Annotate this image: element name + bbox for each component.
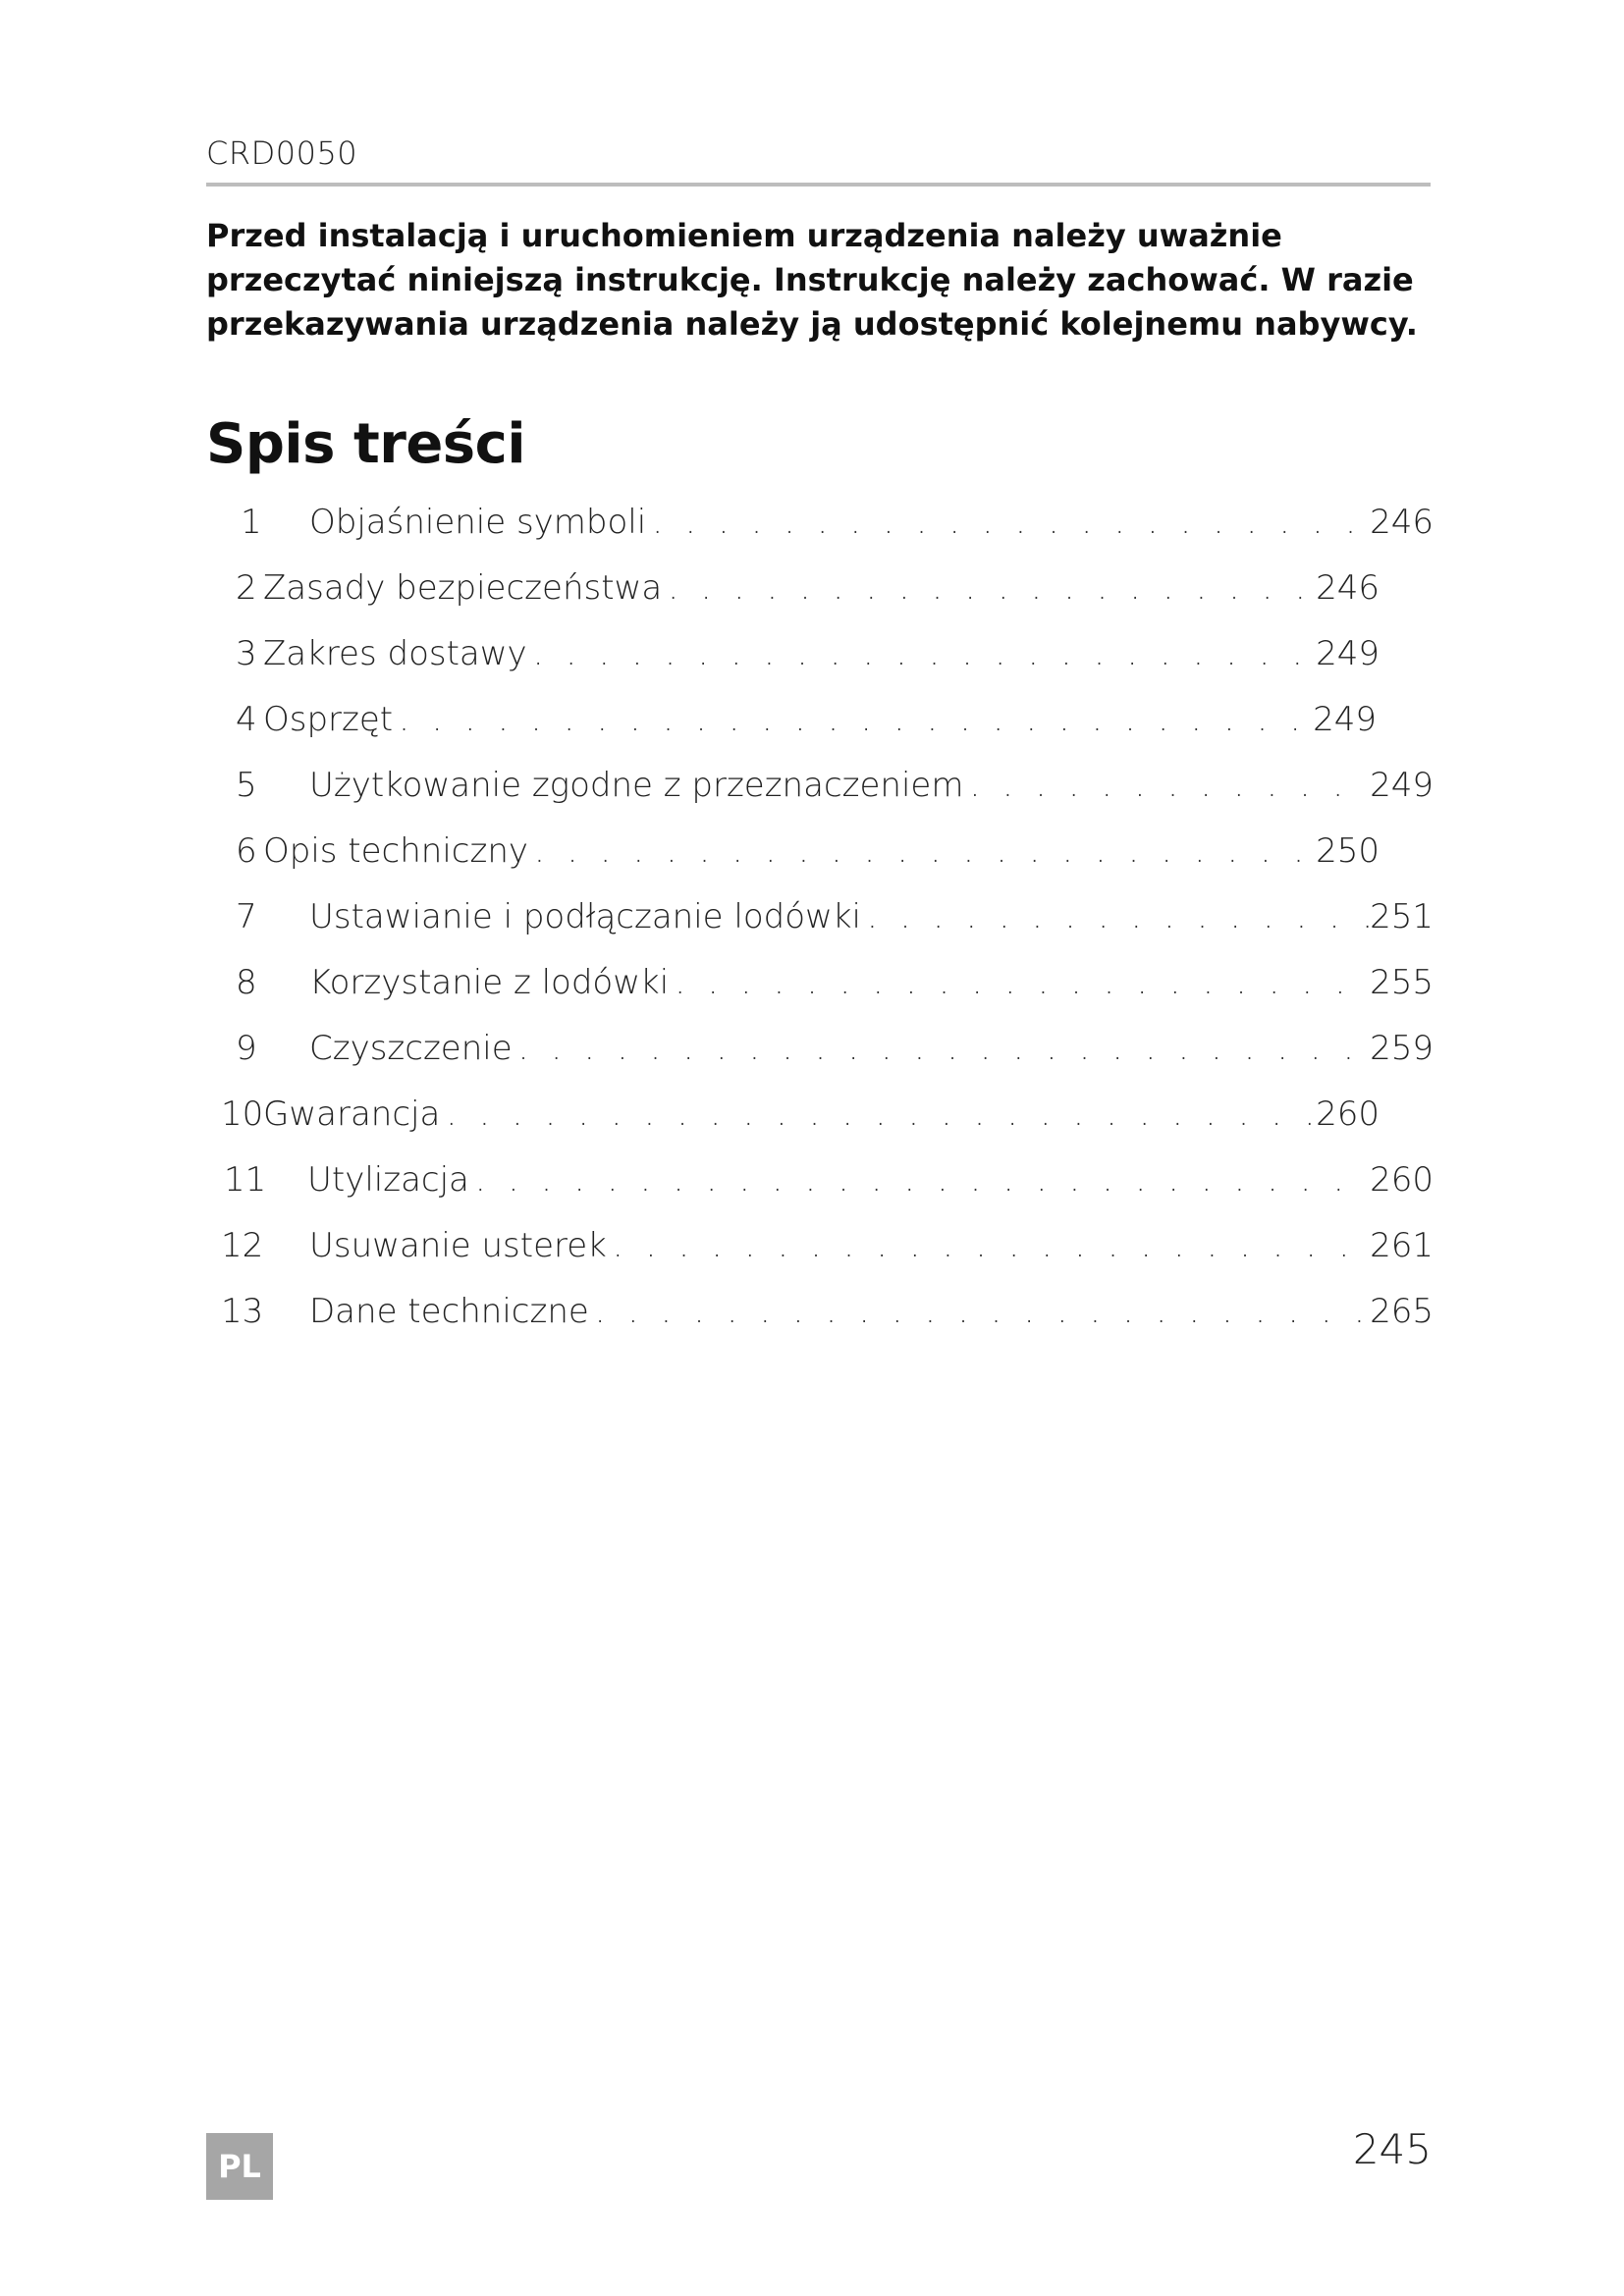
toc-dot-leader xyxy=(440,1095,1316,1134)
toc-entry-title: Ustawianie i podłączanie lodówki xyxy=(309,897,861,936)
toc-dot-leader xyxy=(589,1292,1370,1331)
toc-entry-number: 8 xyxy=(236,963,257,1002)
toc-dot-leader xyxy=(861,897,1370,936)
toc-entry[interactable] xyxy=(241,503,1434,542)
toc-entry-number: 1 xyxy=(241,503,262,542)
toc-entry[interactable] xyxy=(236,634,1380,673)
toc-entry-page: 261 xyxy=(1370,1226,1434,1265)
toc-entry-title: Czyszczenie xyxy=(309,1029,513,1068)
toc-entry[interactable] xyxy=(221,1095,1380,1134)
toc-entry-page: 265 xyxy=(1370,1292,1434,1331)
toc-entry-page: 251 xyxy=(1370,897,1434,936)
toc-entry-title: Dane techniczne xyxy=(309,1292,589,1331)
toc-entry-title: Utylizacja xyxy=(307,1160,469,1200)
toc-dot-leader xyxy=(607,1226,1370,1265)
toc-dot-leader xyxy=(528,831,1316,871)
toc-entry-number: 7 xyxy=(236,897,257,936)
toc-entry-title: Korzystanie z lodówki xyxy=(309,963,670,1002)
toc-entry-page: 259 xyxy=(1370,1029,1434,1068)
page-number: 245 xyxy=(1352,2125,1432,2173)
toc-dot-leader xyxy=(646,503,1370,542)
toc-entry-page: 250 xyxy=(1316,831,1380,871)
toc-entry-title: Użytkowanie zgodne z przeznaczeniem xyxy=(309,766,964,805)
toc-entry[interactable] xyxy=(236,897,1434,936)
model-code: CRD0050 xyxy=(206,134,358,172)
toc-entry-page: 246 xyxy=(1370,503,1434,542)
toc-entry-title: Objaśnienie symboli xyxy=(309,503,647,542)
toc-entry[interactable] xyxy=(236,831,1380,871)
intro-notice: Przed instalacją i uruchomieniem urządzenia należy uważnie przeczytać niniejszą instrukcję. Instrukcję należy zachować. W razie przekazywania urządzenia należy ją udostępnić kolejnemu nabywcy. xyxy=(206,217,1418,343)
toc-entry-number: 3 xyxy=(236,634,257,673)
toc-entry-number: 4 xyxy=(236,700,257,739)
toc-entry-title: Opis techniczny xyxy=(263,831,529,871)
toc-entry-title: Zasady bezpieczeństwa xyxy=(263,568,663,608)
toc-title: Spis treści xyxy=(206,412,526,476)
toc-entry-number: 6 xyxy=(236,831,257,871)
toc-entry[interactable] xyxy=(236,700,1377,739)
toc-entry-title: Zakres dostawy xyxy=(263,634,527,673)
toc-entry-page: 255 xyxy=(1370,963,1434,1002)
toc-entry-page: 260 xyxy=(1370,1160,1434,1200)
toc-entry-page: 246 xyxy=(1316,568,1380,608)
toc-entry[interactable] xyxy=(221,1226,1434,1265)
language-badge: PL xyxy=(206,2133,273,2200)
toc-entry-number: 13 xyxy=(221,1292,264,1331)
toc-entry-number: 12 xyxy=(221,1226,264,1265)
toc-entry-page: 249 xyxy=(1370,766,1434,805)
toc-entry-number: 5 xyxy=(236,766,257,805)
toc-entry[interactable] xyxy=(236,568,1380,608)
toc-entry[interactable] xyxy=(236,766,1434,805)
toc-dot-leader xyxy=(963,766,1370,805)
toc-entry-page: 249 xyxy=(1316,634,1380,673)
toc-dot-leader xyxy=(662,568,1316,608)
toc-entry-title: Osprzęt xyxy=(263,700,394,739)
toc-entry-number: 11 xyxy=(224,1160,267,1200)
toc-entry[interactable] xyxy=(236,1029,1434,1068)
toc-entry-title: Usuwanie usterek xyxy=(309,1226,607,1265)
toc-entry[interactable] xyxy=(236,963,1434,1002)
toc-entry-number: 2 xyxy=(236,568,257,608)
toc-entry[interactable] xyxy=(224,1160,1434,1200)
toc-entry-page: 260 xyxy=(1316,1095,1380,1134)
toc-dot-leader xyxy=(527,634,1316,673)
toc-entry-number: 10 xyxy=(221,1095,264,1134)
toc-entry-title: Gwarancja xyxy=(263,1095,441,1134)
toc-dot-leader xyxy=(469,1160,1370,1200)
toc-entry-number: 9 xyxy=(236,1029,257,1068)
toc-dot-leader xyxy=(669,963,1370,1002)
toc-entry-page: 249 xyxy=(1313,700,1377,739)
toc-dot-leader xyxy=(513,1029,1370,1068)
toc-dot-leader xyxy=(393,700,1313,739)
toc-entry[interactable] xyxy=(221,1292,1434,1331)
header-rule xyxy=(206,183,1431,187)
